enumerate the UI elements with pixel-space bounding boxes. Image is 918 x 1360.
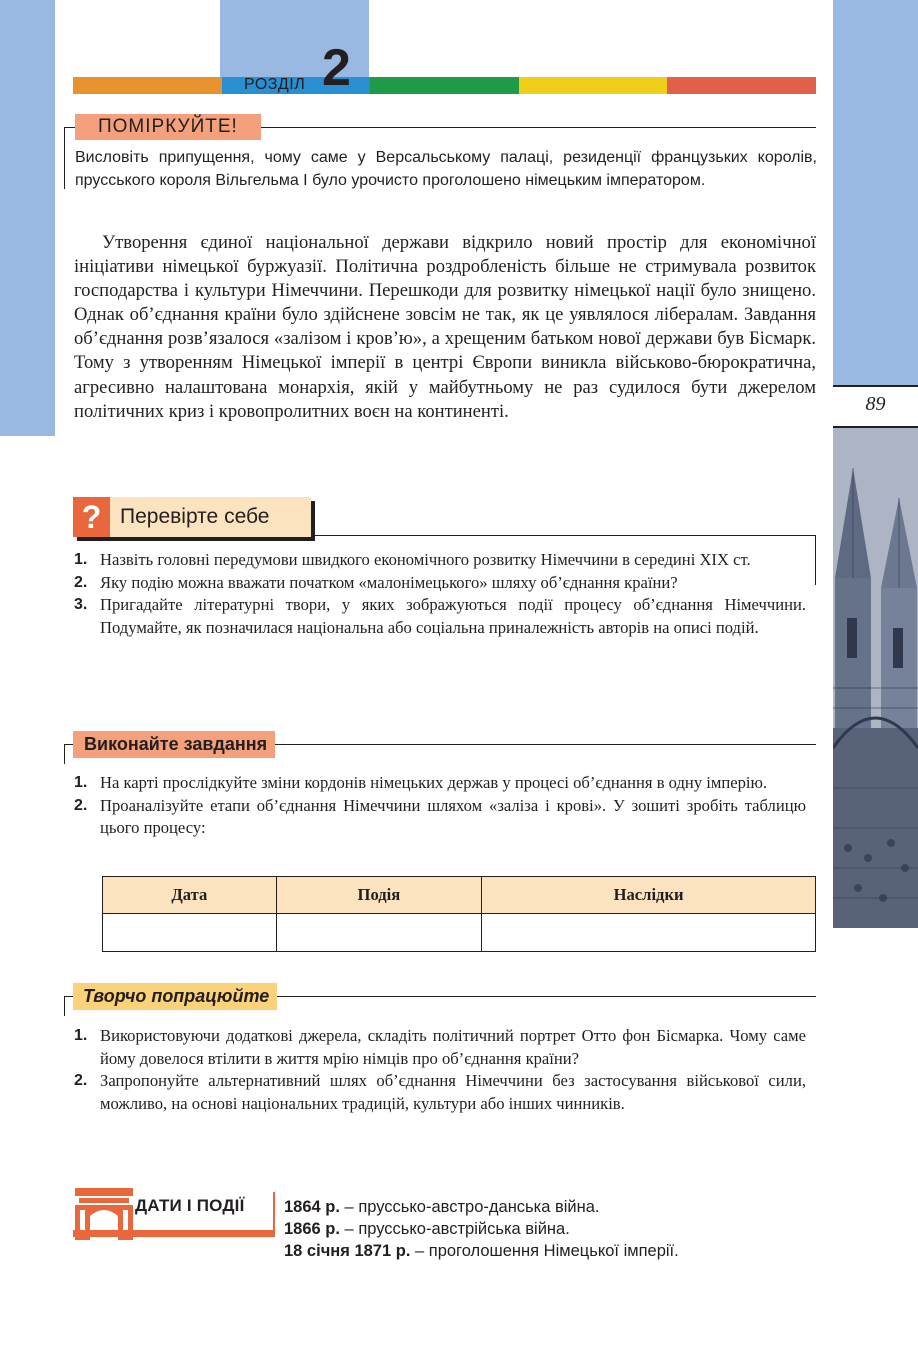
dates-underline bbox=[73, 1230, 273, 1237]
process-table bbox=[102, 876, 816, 952]
list-item bbox=[74, 1025, 806, 1070]
list-item bbox=[74, 594, 806, 639]
table-header-event: Подія bbox=[276, 877, 482, 914]
table-cell bbox=[103, 914, 277, 952]
think-label: ПОМІРКУЙТЕ! bbox=[75, 114, 261, 140]
list-item bbox=[74, 572, 806, 595]
table-cell bbox=[482, 914, 816, 952]
page-number: 89 bbox=[865, 393, 886, 415]
tasks-title: Виконайте завдання bbox=[73, 731, 275, 758]
table-row bbox=[103, 914, 816, 952]
table-cell bbox=[276, 914, 482, 952]
table-header-consequences: Наслідки bbox=[482, 877, 816, 914]
color-bar-segment bbox=[73, 77, 222, 94]
item-number: 3. bbox=[74, 596, 88, 614]
list-item bbox=[74, 1070, 806, 1115]
list-item bbox=[74, 549, 806, 572]
chapter-number: 2 bbox=[322, 39, 351, 97]
table-header-row bbox=[103, 877, 816, 914]
date-entry bbox=[284, 1196, 679, 1218]
side-illustration bbox=[833, 428, 918, 928]
event: – пруссько-австрійська війна. bbox=[339, 1220, 570, 1238]
date: 1866 р. bbox=[284, 1220, 340, 1238]
right-margin-band bbox=[833, 0, 918, 385]
list-item bbox=[74, 795, 806, 840]
date-entry bbox=[284, 1240, 679, 1262]
item-text: Проаналізуйте етапи об’єднання Німеччини шляхом «заліза і крові». У зошиті зробіть таблицю цього процесу: bbox=[100, 795, 806, 838]
think-question: Висловіть припущення, чому саме у Версальському палаці, резиденції французьких королів, прусського короля Вільгельма І було урочисто проголошено німецьким імператором. bbox=[75, 149, 817, 189]
table-header-date: Дата bbox=[103, 877, 277, 914]
item-text: Пригадайте літературні твори, у яких зображуються події процесу об’єднання Німеччини. Подумайте, як позначилася національна або соціальна приналежність авторів на описі подій. bbox=[100, 595, 806, 638]
chapter-color-bar bbox=[73, 77, 816, 94]
date-entry bbox=[284, 1218, 679, 1240]
check-questions-list bbox=[74, 549, 806, 640]
date: 1864 р. bbox=[284, 1198, 340, 1216]
date: 18 січня 1871 р. bbox=[284, 1242, 411, 1260]
event: – проголошення Німецької імперії. bbox=[410, 1242, 679, 1260]
chapter-label: РОЗДІЛ bbox=[244, 76, 306, 93]
item-number: 1. bbox=[74, 1027, 88, 1044]
item-text: Запропонуйте альтернативний шлях об’єднання Німеччини без застосування військової сили, можливо, на основі національних традицій, культури або інших чинників. bbox=[100, 1071, 806, 1114]
creative-list bbox=[74, 1025, 806, 1116]
color-bar-segment bbox=[667, 77, 816, 94]
main-paragraph: Утворення єдиної національної держави відкрило новий простір для економічної ініціативи німецької буржуазії. Політична роздробленість більше не стримувала розвиток господарства і культури Німеччини. Перешкоди для розвитку німецької нації було знищено. Однак об’єднання країни було здійснене зовсім не так, як це уявлялося лібералам. Завдання об’єднання розв’язалося «залізом і кров’ю», а хрещеним батьком нової держави був Бісмарк. Тому з утворенням Німецької імперії в центрі Європи виникла військово-бюрократична, агресивно налаштована монархія, якій у майбутньому не раз судилося бути джерелом політичних криз і кровопролитних воєн на континенті. bbox=[74, 232, 816, 422]
item-text: Використовуючи додаткові джерела, складіть політичний портрет Отто фон Бісмарка. Чому саме йому довелося втілити в життя мрію німців про об’єднання країни? bbox=[100, 1026, 806, 1068]
item-number: 2. bbox=[74, 796, 88, 814]
page-number-rule-top bbox=[833, 385, 918, 387]
event: – пруссько-австро-данська війна. bbox=[339, 1198, 600, 1216]
item-number: 2. bbox=[74, 1072, 88, 1090]
question-mark-icon: ? bbox=[73, 497, 110, 537]
item-number: 1. bbox=[74, 774, 88, 791]
creative-title: Творчо попрацюйте bbox=[73, 983, 277, 1010]
item-number: 1. bbox=[74, 551, 88, 568]
tasks-list bbox=[74, 772, 806, 840]
item-text: Яку подію можна вважати початком «малонімецького» шляху об’єднання країни? bbox=[100, 572, 678, 592]
dates-divider bbox=[273, 1192, 275, 1237]
left-margin-band bbox=[0, 0, 55, 436]
color-bar-segment bbox=[370, 77, 519, 94]
item-number: 2. bbox=[74, 573, 88, 591]
dates-events-label: ДАТИ І ПОДІЇ bbox=[135, 1196, 245, 1215]
dates-list bbox=[284, 1196, 679, 1262]
list-item bbox=[74, 772, 806, 795]
item-text: Назвіть головні передумови швидкого економічного розвитку Німеччини в середині XIX ст. bbox=[100, 550, 751, 569]
check-yourself-header bbox=[73, 497, 311, 537]
check-yourself-title: Перевірте себе bbox=[120, 505, 270, 528]
item-text: На карті прослідкуйте зміни кордонів німецьких держав у процесі об’єднання в одну імперію. bbox=[100, 773, 768, 792]
color-bar-segment bbox=[519, 77, 668, 94]
